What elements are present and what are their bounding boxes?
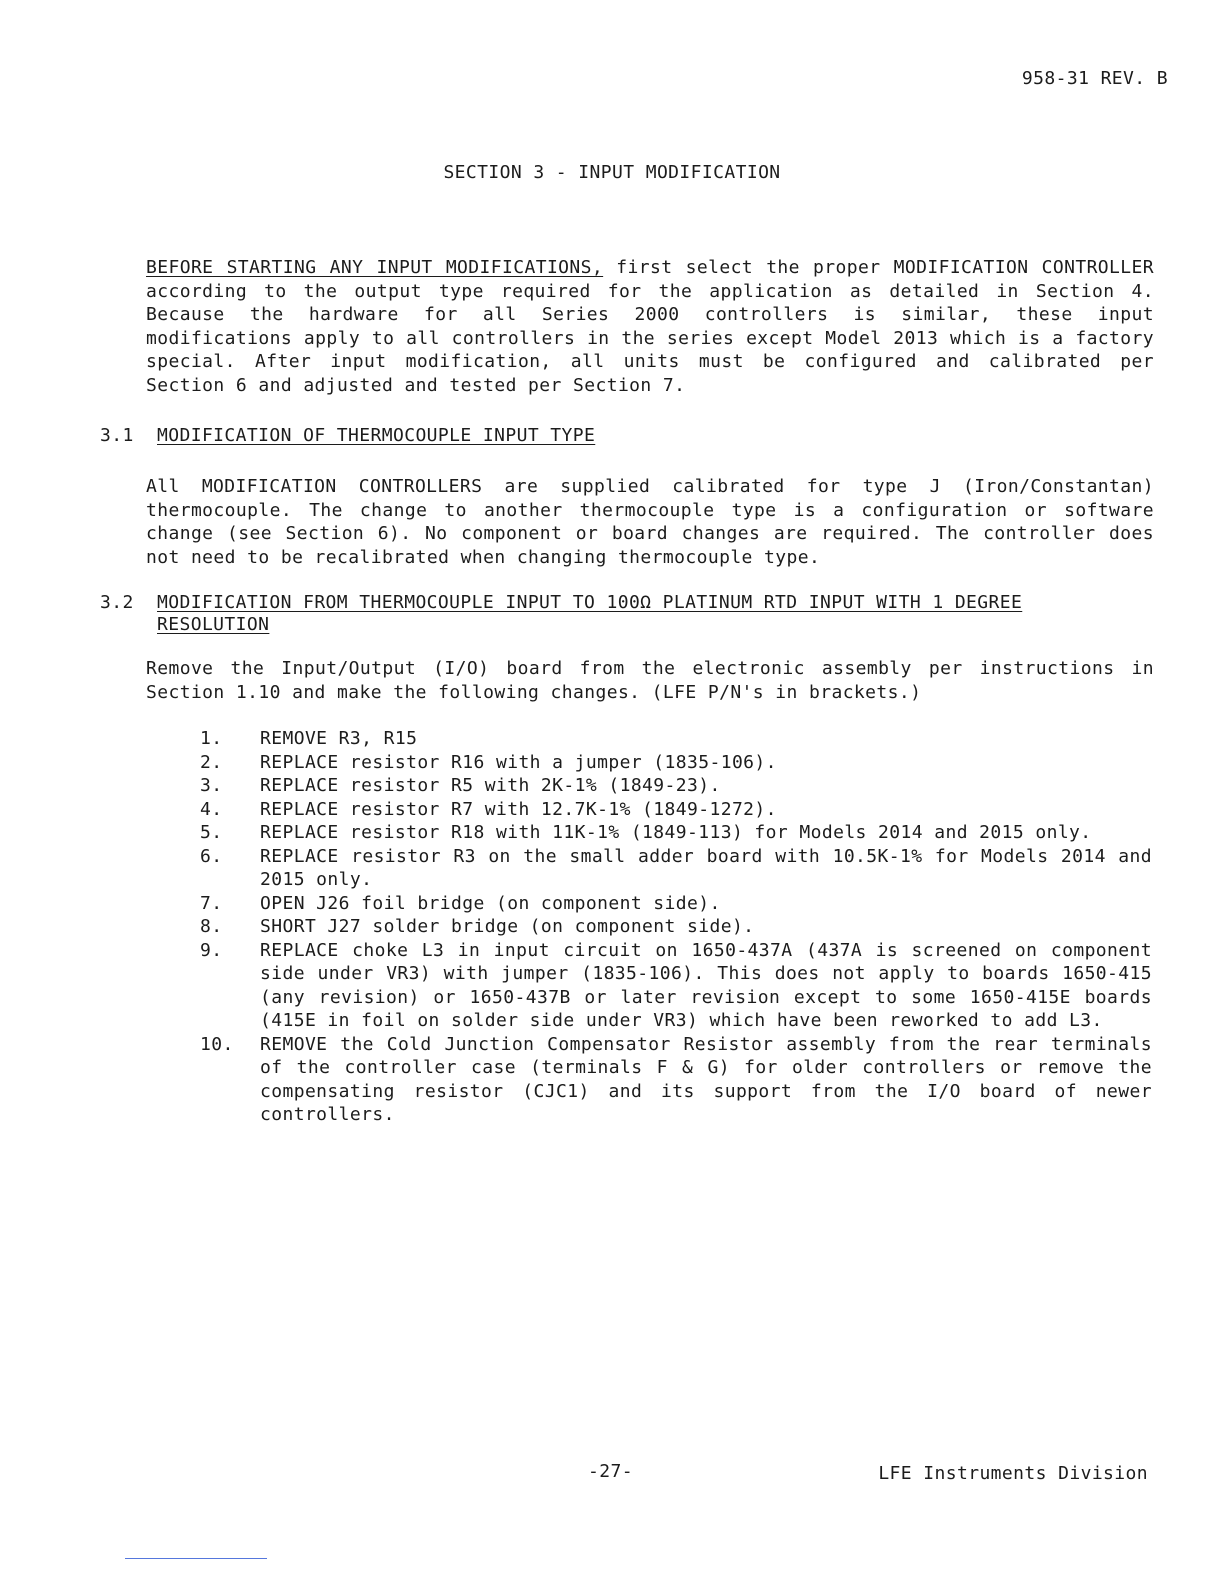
intro-paragraph [146, 256, 1154, 397]
step-number: 7. [200, 892, 223, 914]
step-number: 1. [200, 728, 223, 749]
list-item [200, 939, 1152, 1033]
step-number: 9. [200, 939, 223, 961]
intro-body: first select the proper MODIFICATION CONTROLLER according to the output type required for the application as detailed in Section 4. Because the hardware for all Series 2000 controllers is similar, these input modifications apply to all controllers in the series except Model 2013 which is a factory special. After input modification, all units must be configured and calibrated per Section 6 and adjusted and tested per Section 7. [146, 257, 1154, 396]
modification-steps [200, 727, 1152, 1127]
list-item [200, 751, 1152, 775]
step-text: REPLACE resistor R7 with 12.7K-1% (1849-1272). [260, 798, 777, 820]
footnote-rule [125, 1558, 267, 1559]
step-number: 5. [200, 822, 223, 843]
section-3-2-heading: MODIFICATION FROM THERMOCOUPLE INPUT TO 100Ω PLATINUM RTD INPUT WITH 1 DEGREE RESOLUTION [157, 592, 1023, 635]
list-item [200, 845, 1152, 892]
step-text: REMOVE the Cold Junction Compensator Resistor assembly from the rear terminals of the controller case (terminals F & G) for older controllers or remove the compensating resistor (CJC1) and its support from the I/O board of newer controllers. [260, 1033, 1152, 1125]
list-item [200, 892, 1152, 916]
list-item [200, 915, 1152, 939]
list-item [200, 1033, 1152, 1127]
step-text: SHORT J27 solder bridge (on component side). [260, 916, 755, 937]
section-3-2-number: 3.2 [100, 592, 134, 613]
step-text: REPLACE choke L3 in input circuit on 1650-437A (437A is screened on component side under VR3) with jumper (1835-106). This does not apply to boards 1650-415 (any revision) or 1650-437B or later revision except to some 1650-415E boards (415E in foil on solder side under VR3) which have been reworked to add L3. [260, 939, 1152, 1031]
section-3-1-heading: MODIFICATION OF THERMOCOUPLE INPUT TYPE [157, 425, 596, 446]
section-title: SECTION 3 - INPUT MODIFICATION [443, 162, 781, 183]
section-3-2-body: Remove the Input/Output (I/O) board from the electronic assembly per instructions in Section 1.10 and make the following changes. (LFE P/N's in brackets.) [146, 658, 1154, 703]
step-text: REPLACE resistor R5 with 2K-1% (1849-23). [260, 775, 721, 796]
footer-organization: LFE Instruments Division [878, 1463, 1148, 1484]
list-item [200, 821, 1152, 845]
step-number: 2. [200, 751, 223, 773]
step-text: REPLACE resistor R16 with a jumper (1835-106). [260, 751, 777, 773]
section-3-1-number: 3.1 [100, 425, 134, 446]
step-number: 10. [200, 1033, 234, 1055]
step-text: OPEN J26 foil bridge (on component side). [260, 892, 721, 914]
step-number: 4. [200, 798, 223, 820]
intro-lead: BEFORE STARTING ANY INPUT MODIFICATIONS, [146, 257, 604, 278]
page-number: -27- [588, 1461, 633, 1482]
list-item [200, 798, 1152, 822]
step-number: 6. [200, 845, 223, 867]
document-number: 958-31 REV. B [1021, 68, 1168, 89]
step-text: REPLACE resistor R3 on the small adder board with 10.5K-1% for Models 2014 and 2015 only. [260, 845, 1152, 890]
step-number: 3. [200, 775, 223, 796]
step-number: 8. [200, 916, 223, 937]
step-text: REPLACE resistor R18 with 11K-1% (1849-113) for Models 2014 and 2015 only. [260, 822, 1092, 843]
section-3-1-body: All MODIFICATION CONTROLLERS are supplied calibrated for type J (Iron/Constantan) thermocouple. The change to another thermocouple type is a configuration or software change (see Section 6). No component or board changes are required. The controller does not need to be recalibrated when changing thermocouple type. [146, 476, 1154, 568]
list-item [200, 774, 1152, 798]
step-text: REMOVE R3, R15 [260, 728, 418, 749]
list-item [200, 727, 1152, 751]
